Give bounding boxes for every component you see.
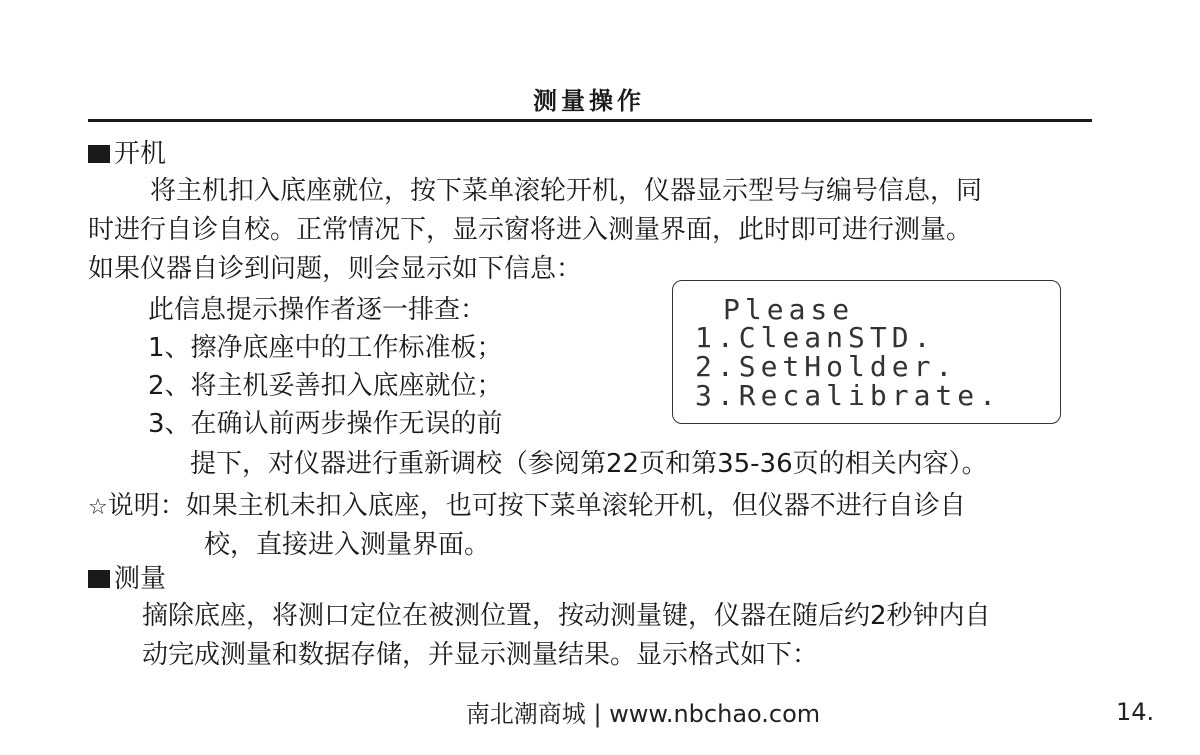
paragraph-line: 摘除底座，将测口定位在被测位置，按动测量键，仪器在随后约2秒钟内自: [142, 601, 991, 631]
step-item-continuation: 提下，对仪器进行重新调校（参阅第22页和第35-36页的相关内容）。: [190, 449, 988, 479]
note-line-cont: 校，直接进入测量界面。: [204, 530, 491, 560]
square-bullet-icon: [88, 145, 110, 163]
note-block: [88, 488, 966, 526]
square-bullet-icon: [88, 570, 110, 588]
page-title: 测量操作: [533, 87, 645, 115]
paragraph-line: 将主机扣入底座就位，按下菜单滚轮开机，仪器显示型号与编号信息，同: [150, 176, 983, 206]
paragraph-line: 时进行自诊自校。正常情况下，显示窗将进入测量界面，此时即可进行测量。: [88, 215, 973, 245]
header-divider: [88, 119, 1092, 122]
paragraph-line: 如果仪器自诊到问题，则会显示如下信息：: [88, 254, 583, 284]
page-number: 14.: [1116, 698, 1155, 726]
paragraph-line: 动完成测量和数据存储，并显示测量结果。显示格式如下：: [142, 640, 819, 670]
device-display-screen: [672, 280, 1061, 424]
footer-site-link[interactable]: 南北潮商城 | www.nbchao.com: [465, 700, 821, 728]
display-line: 3.Recalibrate.: [695, 379, 1002, 412]
section-heading-measure-label: 测量: [114, 564, 167, 594]
display-line: 2.SetHolder.: [695, 350, 958, 383]
step-item: 3、在确认前两步操作无误的前: [148, 409, 503, 439]
display-line: Please: [723, 293, 855, 326]
section-heading-power-label: 开机: [114, 139, 167, 169]
section-heading-power: [88, 136, 166, 172]
section-heading-measure: [88, 561, 166, 597]
step-item: 1、擦净底座中的工作标准板；: [148, 333, 503, 363]
star-icon: ☆: [88, 495, 108, 520]
step-item: 2、将主机妥善扣入底座就位；: [148, 371, 503, 401]
hint-text: 此信息提示操作者逐一排查：: [148, 295, 487, 325]
note-line: 说明：如果主机未扣入底座，也可按下菜单滚轮开机，但仪器不进行自诊自: [107, 491, 966, 521]
display-line: 1.CleanSTD.: [695, 321, 936, 354]
